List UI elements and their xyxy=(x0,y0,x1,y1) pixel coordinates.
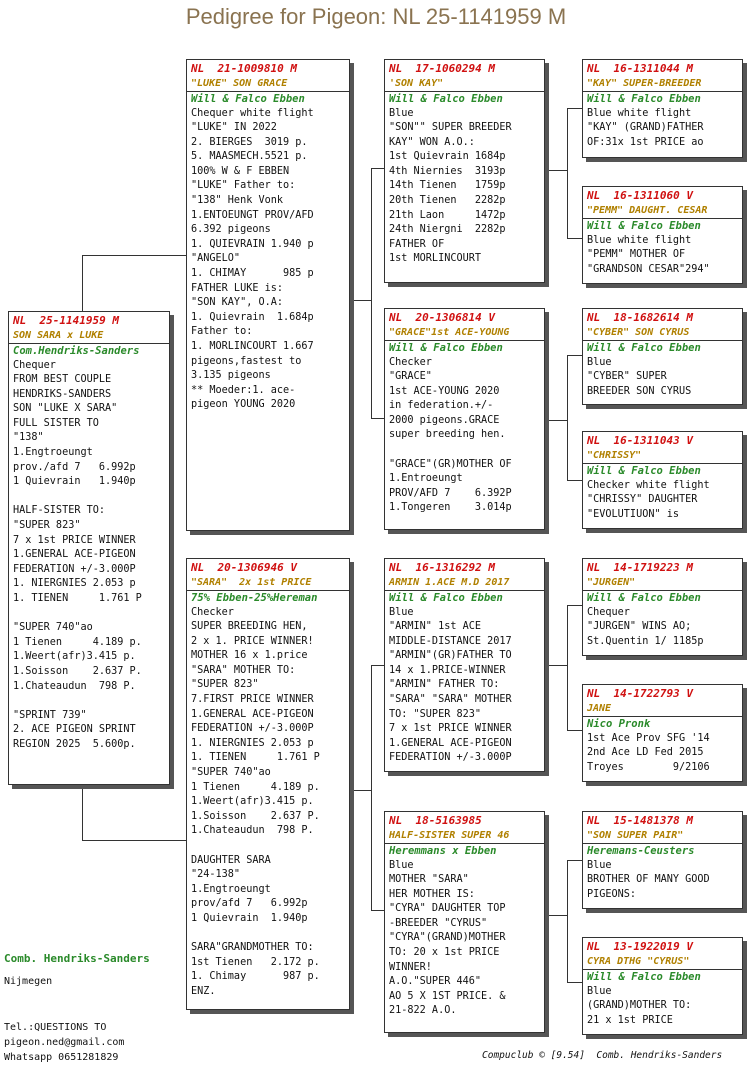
connector-line xyxy=(545,665,567,666)
connector-line xyxy=(82,785,83,840)
connector-line xyxy=(371,910,384,911)
pigeon-card-mother[interactable] xyxy=(186,558,350,1010)
owner-city: Nijmegen xyxy=(4,976,53,987)
pigeon-card-mother-father[interactable] xyxy=(384,558,545,772)
breeder: Will & Falco Ebben xyxy=(587,592,701,604)
breeder: Will & Falco Ebben xyxy=(191,93,305,105)
connector-line xyxy=(371,168,372,418)
pigeon-details: Blue "CYBER" SUPER BREEDER SON CYRUS xyxy=(587,356,692,397)
connector-line xyxy=(567,605,568,730)
pigeon-name: "SARA" 2x 1st PRICE xyxy=(191,576,312,588)
footer-credit: Compuclub © [9.54] Comb. Hendriks-Sanders xyxy=(482,1050,723,1061)
ring-number: NL 14-1719223 M xyxy=(587,561,693,574)
connector-line xyxy=(82,840,188,841)
breeder: Will & Falco Ebben xyxy=(389,592,503,604)
connector-line xyxy=(371,665,372,910)
connector-line xyxy=(567,355,568,480)
breeder: Will & Falco Ebben xyxy=(587,93,701,105)
pigeon-details: Chequer FROM BEST COUPLE HENDRIKS-SANDERS SON "LUKE X SARA" FULL SISTER TO "138" 1.Engtroeungt prov./afd 7 6.992p 1 Quievrain 1.940p HALF-SISTER TO: "SUPER 823" 7 x 1st PRICE WINNER 1.GENERAL ACE-PIGEON FEDERATION +/-3.000P 1. NIERGNIES 2.053 p 1. TIENEN 1.761 P "SUPER 740"ao 1 Tienen 4.189 p. 1.Weert(afr)3.415 p. 1.Soisson 2.637 P. 1.Chateaudun 798 P. "SPRINT 739" 2. ACE PIGEON SPRINT REGION 2025 5.600p. xyxy=(13,359,142,750)
page-title: Pedigree for Pigeon: NL 25-1141959 M xyxy=(185,4,567,29)
pigeon-card-fff[interactable] xyxy=(582,59,743,158)
pigeon-name: ARMIN 1.ACE M.D 2017 xyxy=(389,576,510,588)
connector-line xyxy=(567,108,582,109)
pigeon-card-mmm[interactable] xyxy=(582,937,743,1035)
pigeon-card-fmf[interactable] xyxy=(582,308,743,405)
connector-line xyxy=(545,170,567,171)
connector-line xyxy=(82,255,188,256)
pigeon-details: Checker SUPER BREEDING HEN, 2 x 1. PRICE WINNER! MOTHER 16 x 1.price "SARA" MOTHER TO: "SUPER 823" 7.FIRST PRICE WINNER 1.GENERAL ACE-PIGEON FEDERATION +/-3.000P 1. NIERGNIES 2.053 p 1. TIENEN 1.761 P "SUPER 740"ao 1 Tienen 4.189 p. 1.Weert(afr)3.415 p. 1.Soisson 2.637 P. 1.Chateaudun 798 P. DAUGHTER SARA "24-138" 1.Engtroeungt prov/afd 7 6.992p 1 Quievrain 1.940p SARA"GRANDMOTHER TO: 1st Tienen 2.172 p. 1. Chimay 987 p. ENZ. xyxy=(191,606,320,997)
pigeon-card-father-mother[interactable] xyxy=(384,308,545,530)
connector-line xyxy=(567,860,568,982)
breeder: Will & Falco Ebben xyxy=(587,971,701,983)
pigeon-name: "CYBER" SON CYRUS xyxy=(587,326,690,338)
ring-number: NL 16-1311060 V xyxy=(587,189,693,202)
pigeon-name: CYRA DTHG "CYRUS" xyxy=(587,955,690,967)
pigeon-card-mff[interactable] xyxy=(582,558,743,656)
breeder: Heremans-Ceusters xyxy=(587,845,695,857)
pigeon-name: "GRACE"1st ACE-YOUNG xyxy=(389,326,510,338)
connector-line xyxy=(567,605,582,606)
connector-line xyxy=(350,300,371,301)
pigeon-name: "SON SUPER PAIR" xyxy=(587,829,684,841)
pigeon-name: "PEMM" DAUGHT. CESAR xyxy=(587,204,708,216)
ring-number: NL 21-1009810 M xyxy=(191,62,297,75)
connector-line xyxy=(371,418,384,419)
pigeon-name: "LUKE" SON GRACE xyxy=(191,77,288,89)
ring-number: NL 20-1306946 V xyxy=(191,561,297,574)
pigeon-details: 1st Ace Prov SFG '14 2nd Ace LD Fed 2015 Troyes 9/2106 xyxy=(587,732,710,773)
pigeon-details: Chequer "JURGEN" WINS AO; St.Quentin 1/ 1185p xyxy=(587,606,704,647)
breeder: Will & Falco Ebben xyxy=(587,465,701,477)
pigeon-name: "KAY" SUPER-BREEDER xyxy=(587,77,702,89)
connector-line xyxy=(350,790,371,791)
ring-number: NL 16-1311044 M xyxy=(587,62,693,75)
connector-line xyxy=(371,168,384,169)
ring-number: NL 15-1481378 M xyxy=(587,814,693,827)
ring-number: NL 13-1922019 V xyxy=(587,940,693,953)
pigeon-details: Blue "ARMIN" 1st ACE MIDDLE-DISTANCE 2017 "ARMIN"(GR)FATHER TO 14 x 1.PRICE-WINNER "ARMIN" FATHER TO: "SARA" "SARA" MOTHER TO: "SUPER 823" 7 x 1st PRICE WINNER 1.GENERAL ACE-PIGEON FEDERATION +/-3.000P xyxy=(389,606,512,764)
connector-line xyxy=(567,355,582,356)
pigeon-card-fmm[interactable] xyxy=(582,431,743,529)
ring-number: NL 18-5163985 xyxy=(389,814,482,827)
pigeon-details: Blue "SON"" SUPER BREEDER KAY" WON A.O.: 1st Quievrain 1684p 4th Niernies 3193p 14th Tienen 1759p 20th Tienen 2282p 21th Laon 1472p 24th Niergni 2282p FATHER OF 1st MORLINCOURT xyxy=(389,107,512,265)
connector-line xyxy=(567,982,582,983)
breeder: Will & Falco Ebben xyxy=(389,93,503,105)
pigeon-details: Chequer white flight "LUKE" IN 2022 2. BIERGES 3019 p. 5. MAASMECH.5521 p. 100% W & F EBBEN "LUKE" Father to: "138" Henk Vonk 1.ENTOEUNGT PROV/AFD 6.392 pigeons 1. QUIEVRAIN 1.940 p "ANGELO" 1. CHIMAY 985 p FATHER LUKE is: "SON KAY", O.A: 1. Quievrain 1.684p Father to: 1. MORLINCOURT 1.667 pigeons,fastest to 3.135 pigeons ** Moeder:1. ace- pigeon YOUNG 2020 xyxy=(191,107,314,411)
pigeon-card-mmf[interactable] xyxy=(582,811,743,909)
pigeon-details: Checker "GRACE" 1st ACE-YOUNG 2020 in federation.+/- 2000 pigeons.GRACE super breeding hen. "GRACE"(GR)MOTHER OF 1.Entroeungt PROV/AFD 7 6.392P 1.Tongeren 3.014p xyxy=(389,356,512,514)
pigeon-name: HALF-SISTER SUPER 46 xyxy=(389,829,510,841)
pigeon-name: "JURGEN" xyxy=(587,576,636,588)
pigeon-details: Blue (GRAND)MOTHER TO: 21 x 1st PRICE xyxy=(587,985,692,1026)
pigeon-details: Blue BROTHER OF MANY GOOD PIGEONS: xyxy=(587,859,710,900)
pigeon-details: Blue white flight "KAY" (GRAND)FATHER OF:31x 1st PRICE ao xyxy=(587,107,704,148)
pigeon-name: "CHRISSY" xyxy=(587,449,642,461)
connector-line xyxy=(567,238,582,239)
breeder: Will & Falco Ebben xyxy=(587,342,701,354)
connector-line xyxy=(567,730,582,731)
connector-line xyxy=(545,420,567,421)
pigeon-card-father[interactable] xyxy=(186,59,350,531)
ring-number: NL 16-1316292 M xyxy=(389,561,495,574)
connector-line xyxy=(567,860,582,861)
ring-number: NL 18-1682614 M xyxy=(587,311,693,324)
pigeon-card-mother-mother[interactable] xyxy=(384,811,545,1033)
pigeon-details: Blue white flight "PEMM" MOTHER OF "GRANDSON CESAR"294" xyxy=(587,234,710,275)
ring-number: NL 17-1060294 M xyxy=(389,62,495,75)
connector-line xyxy=(82,255,83,311)
pigeon-name: JANE xyxy=(587,702,612,714)
connector-line xyxy=(545,915,567,916)
connector-line xyxy=(371,665,384,666)
breeder: Will & Falco Ebben xyxy=(587,220,701,232)
breeder: Heremmans x Ebben xyxy=(389,845,497,857)
connector-line xyxy=(567,480,582,481)
pigeon-name: SON SARA x LUKE xyxy=(13,329,104,341)
pigeon-card-ffm[interactable] xyxy=(582,186,743,284)
breeder: Will & Falco Ebben xyxy=(389,342,503,354)
pigeon-details: Checker white flight "CHRISSY" DAUGHTER "EVOLUTIUON" is xyxy=(587,479,710,520)
ring-number: NL 20-1306814 V xyxy=(389,311,495,324)
owner-name: Comb. Hendriks-Sanders xyxy=(4,952,150,965)
pigeon-details: Blue MOTHER "SARA" HER MOTHER IS: "CYRA" DAUGHTER TOP -BREEDER "CYRUS" "CYRA"(GRAND)MOTHER TO: 20 x 1st PRICE WINNER! A.O."SUPER 446" AO 5 X 1ST PRICE. & 21-822 A.O. xyxy=(389,859,506,1017)
pigeon-card-subject[interactable] xyxy=(8,311,170,785)
ring-number: NL 16-1311043 V xyxy=(587,434,693,447)
ring-number: NL 25-1141959 M xyxy=(13,314,119,327)
ring-number: NL 14-1722793 V xyxy=(587,687,693,700)
breeder: Nico Pronk xyxy=(587,718,651,730)
pigeon-name: 'SON KAY" xyxy=(389,77,444,89)
pigeon-card-father-father[interactable] xyxy=(384,59,545,283)
pigeon-card-mfm[interactable] xyxy=(582,684,743,782)
breeder: Com.Hendriks-Sanders xyxy=(13,345,140,357)
breeder: 75% Ebben-25%Hereman xyxy=(191,592,318,604)
connector-line xyxy=(567,108,568,238)
contact-info: Tel.:QUESTIONS TO pigeon.ned@gmail.com Whatsapp 0651281829 xyxy=(4,1022,125,1063)
